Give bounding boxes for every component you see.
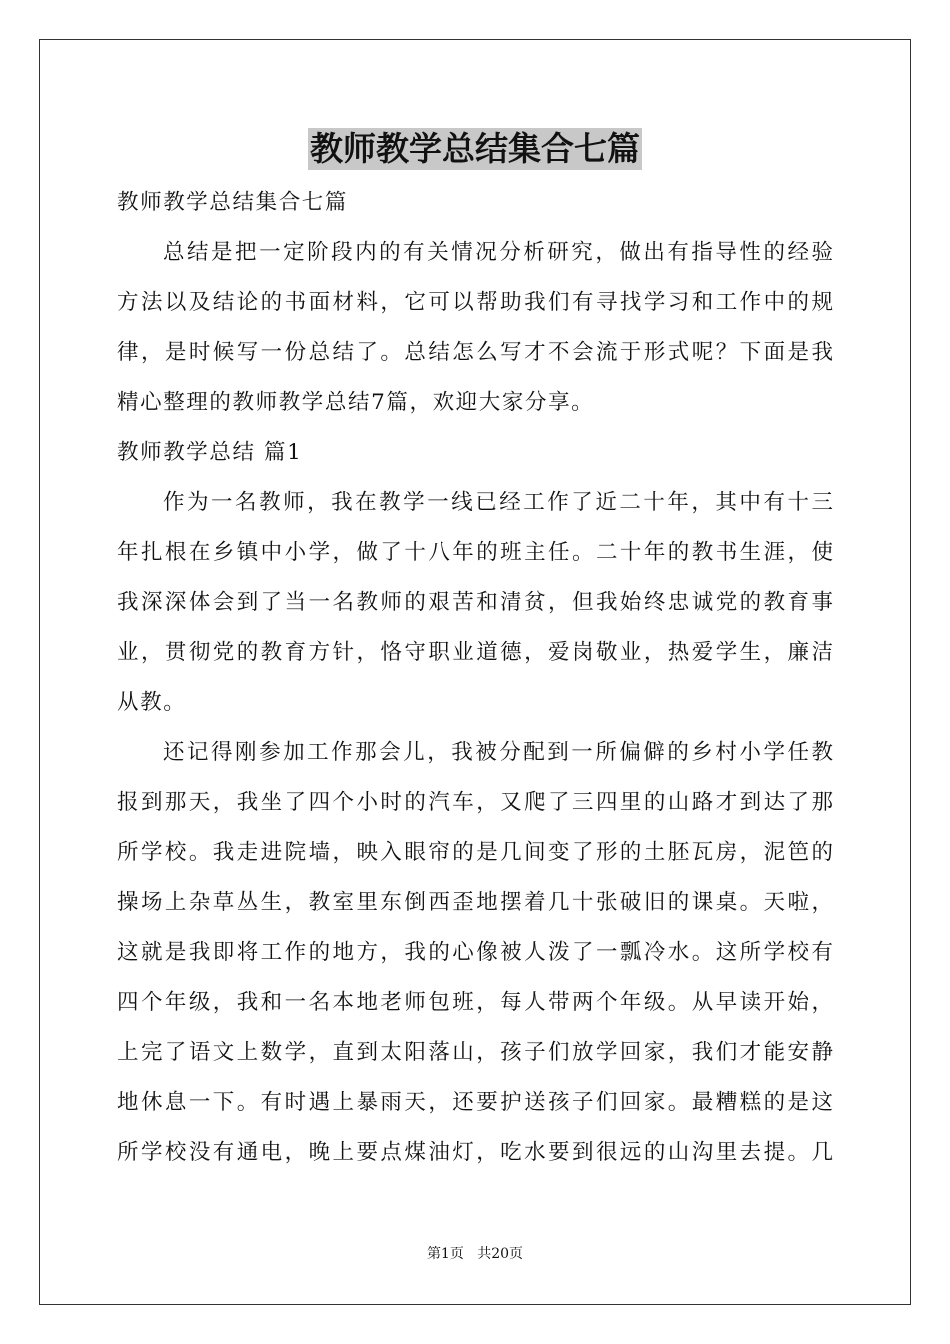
- intro-line: 精心整理的教师教学总结7篇，欢迎大家分享。: [117, 390, 595, 415]
- paragraph-line: 四个年级，我和一名本地老师包班，每人带两个年级。从早读开始，: [117, 990, 833, 1015]
- paragraph-line: 这就是我即将工作的地方，我的心像被人泼了一瓢冷水。这所学校有: [117, 940, 833, 965]
- paragraph-line: 我深深体会到了当一名教师的艰苦和清贫，但我始终忠诚党的教育事: [117, 590, 833, 615]
- paragraph-line: 从教。: [117, 690, 187, 715]
- paragraph-line: 作为一名教师，我在教学一线已经工作了近二十年，其中有十三: [163, 490, 833, 515]
- document-title: 教师教学总结集合七篇: [310, 129, 640, 168]
- paragraph-line: 还记得刚参加工作那会儿，我被分配到一所偏僻的乡村小学任教: [163, 740, 833, 765]
- paragraph-line: 业，贯彻党的教育方针，恪守职业道德，爱岗敬业，热爱学生，廉洁: [117, 640, 833, 665]
- title-block: [0, 128, 950, 170]
- paragraph-line: 所学校没有通电，晚上要点煤油灯，吃水要到很远的山沟里去提。几: [117, 1140, 833, 1165]
- document-subtitle: 教师教学总结集合七篇: [117, 190, 349, 215]
- section-heading: 教师教学总结 篇1: [117, 440, 303, 465]
- intro-line: 律，是时候写一份总结了。总结怎么写才不会流于形式呢？下面是我: [117, 340, 833, 365]
- paragraph-line: 年扎根在乡镇中小学，做了十八年的班主任。二十年的教书生涯，使: [117, 540, 833, 565]
- page-footer: [0, 1244, 950, 1264]
- paragraph-line: 地休息一下。有时遇上暴雨天，还要护送孩子们回家。最糟糕的是这: [117, 1090, 833, 1115]
- paragraph-line: 上完了语文上数学，直到太阳落山，孩子们放学回家，我们才能安静: [117, 1040, 833, 1065]
- paragraph-line: 报到那天，我坐了四个小时的汽车，又爬了三四里的山路才到达了那: [117, 790, 833, 815]
- intro-line: 总结是把一定阶段内的有关情况分析研究，做出有指导性的经验: [163, 240, 833, 265]
- page-number-current: 第1页: [426, 1246, 464, 1262]
- paragraph-line: 所学校。我走进院墙，映入眼帘的是几间变了形的土胚瓦房，泥笆的: [117, 840, 833, 865]
- page-number-total: 共20页: [477, 1246, 524, 1262]
- paragraph-line: 操场上杂草丛生，教室里东倒西歪地摆着几十张破旧的课桌。天啦，: [117, 890, 833, 915]
- intro-line: 方法以及结论的书面材料，它可以帮助我们有寻找学习和工作中的规: [117, 290, 833, 315]
- document-body: [117, 178, 833, 1178]
